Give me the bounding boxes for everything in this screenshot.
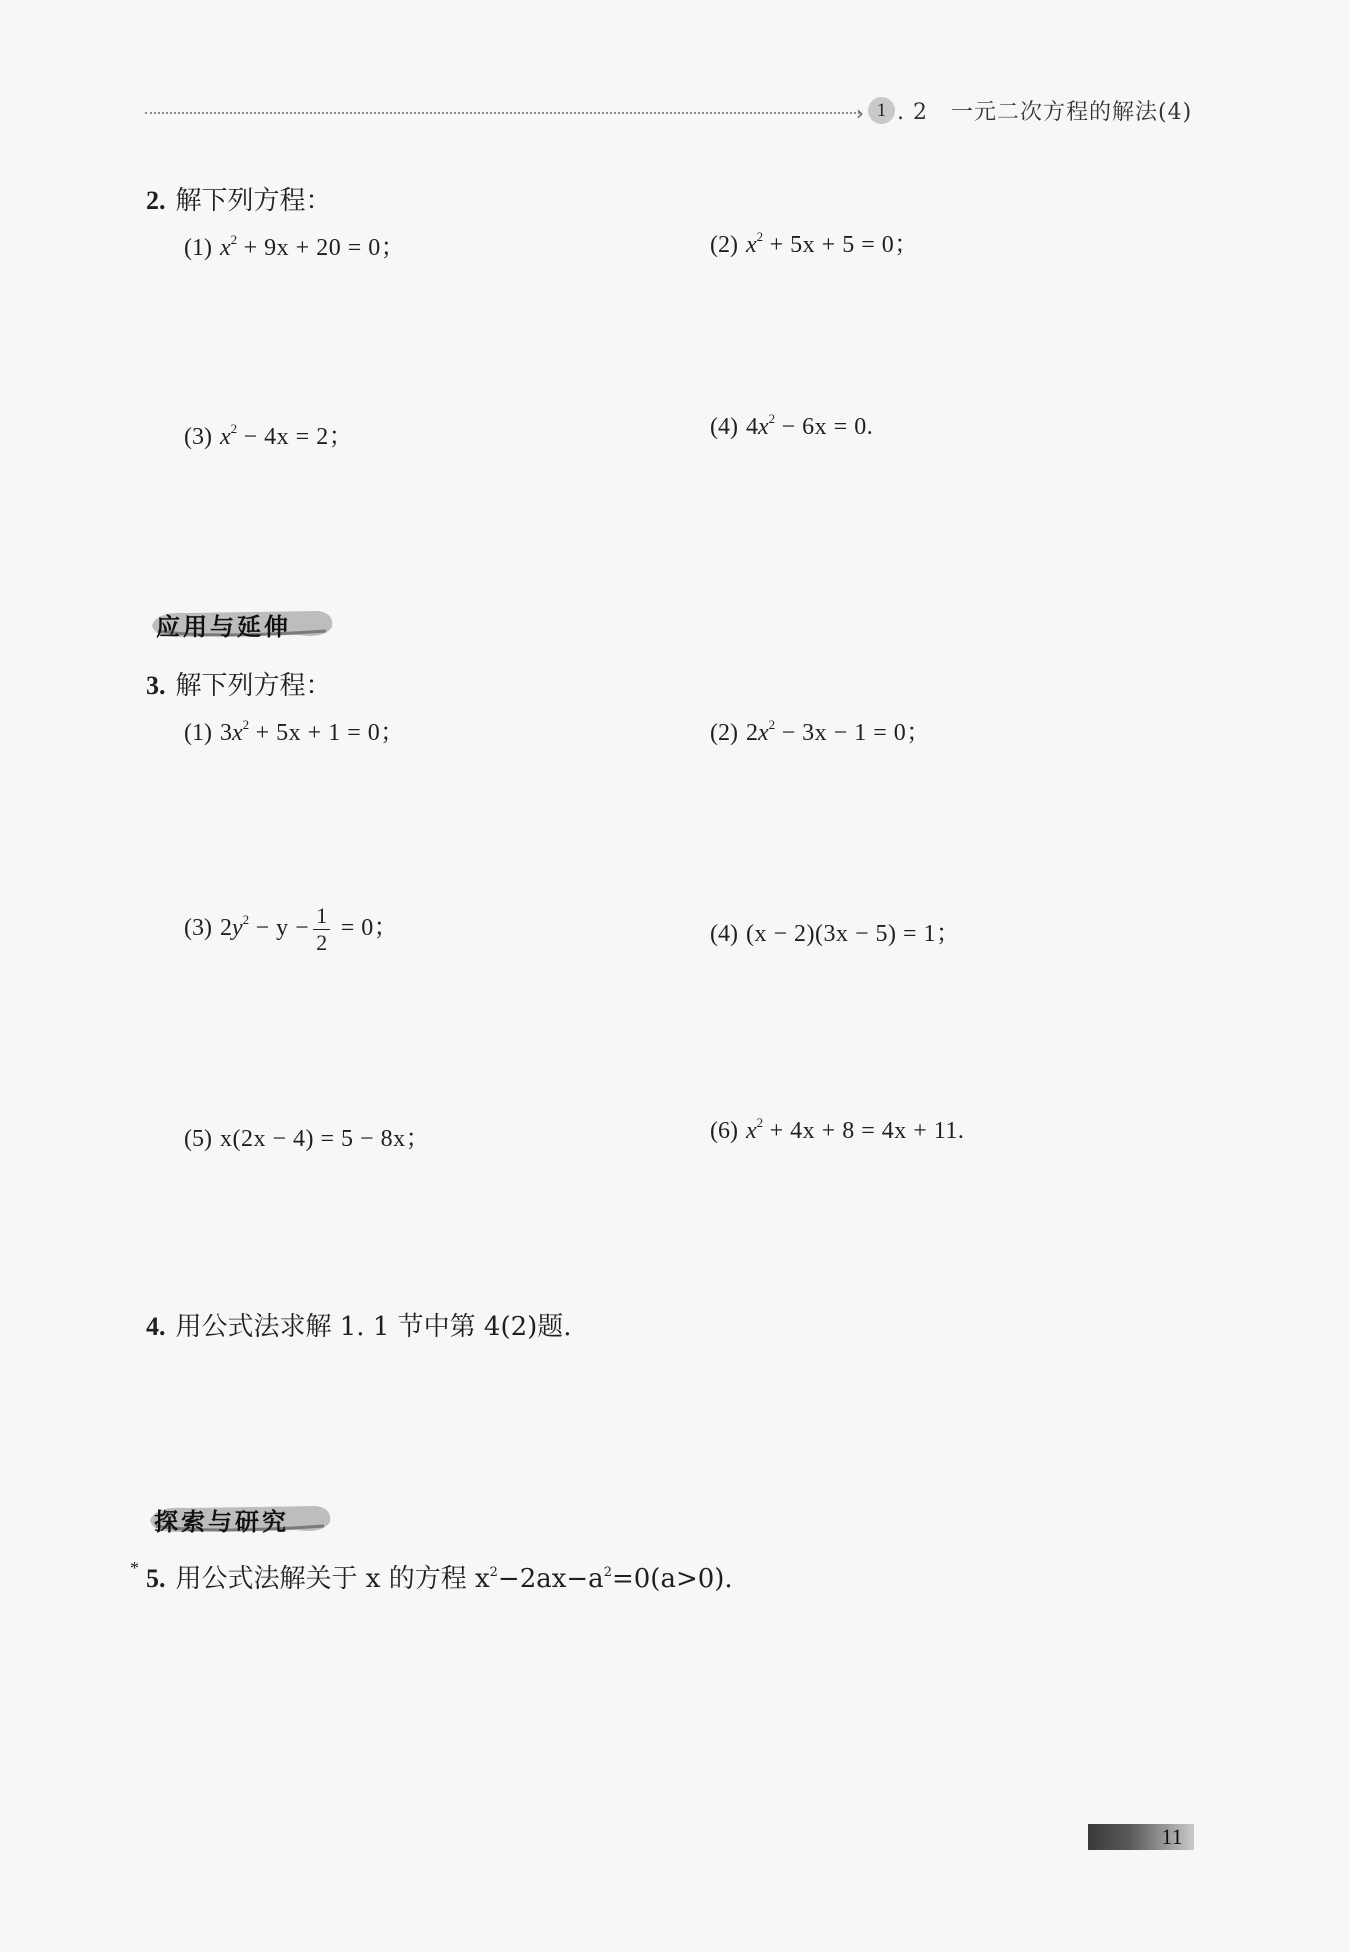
q3-item-5 bbox=[184, 1118, 430, 1153]
fraction bbox=[313, 903, 330, 956]
banner-title: 应用与延伸 bbox=[156, 613, 291, 641]
item-label: (4) bbox=[710, 921, 738, 947]
variable: x bbox=[745, 232, 757, 258]
item-label: (3) bbox=[184, 424, 212, 450]
question-2-stem bbox=[146, 180, 332, 217]
exponent: 2 bbox=[756, 1115, 764, 1130]
q2-item-1 bbox=[184, 227, 405, 262]
question-number: 5. bbox=[146, 1564, 166, 1593]
question-text-end: =0(a>0). bbox=[611, 1564, 733, 1594]
expression: − 6x = 0. bbox=[775, 414, 874, 440]
variable: x bbox=[757, 720, 769, 746]
expression: (x − 2)(3x − 5) = 1； bbox=[745, 921, 961, 947]
expression: − y − bbox=[249, 915, 310, 942]
q2-item-2 bbox=[710, 224, 919, 259]
chapter-badge: 1 bbox=[868, 97, 895, 124]
question-text: 用公式法求解 1. 1 节中第 4(2)题. bbox=[175, 1312, 572, 1342]
exponent: 2 bbox=[768, 411, 776, 426]
section-title: . 2 一元二次方程的解法(4) bbox=[897, 100, 1193, 125]
expression: + 9x + 20 = 0； bbox=[237, 235, 406, 261]
item-label: (2) bbox=[710, 720, 738, 746]
expression: − 3x − 1 = 0； bbox=[775, 720, 931, 746]
exponent: 2 bbox=[489, 1565, 498, 1580]
item-label: (4) bbox=[710, 414, 738, 440]
coef: 2 bbox=[219, 915, 232, 942]
expression: + 5x + 1 = 0； bbox=[249, 720, 405, 746]
q3-item-1 bbox=[184, 712, 405, 747]
section-banner-apply bbox=[148, 605, 333, 639]
variable: x bbox=[219, 424, 231, 450]
coef: 4 bbox=[745, 414, 758, 440]
section-banner-explore bbox=[146, 1500, 331, 1534]
question-text: 用公式法解关于 x 的方程 x bbox=[175, 1564, 490, 1594]
item-label: (3) bbox=[184, 915, 212, 942]
item-label: (6) bbox=[710, 1118, 738, 1144]
question-text: 解下列方程： bbox=[175, 186, 332, 216]
page-number: 11 bbox=[1161, 1824, 1183, 1849]
question-3-stem bbox=[146, 665, 332, 702]
optional-marker: * bbox=[130, 1558, 139, 1578]
q3-item-2 bbox=[710, 712, 931, 747]
exponent: 2 bbox=[756, 229, 764, 244]
q2-item-4 bbox=[710, 411, 874, 441]
item-label: (1) bbox=[184, 720, 212, 746]
header-dotted-rule bbox=[145, 112, 860, 114]
q3-item-6 bbox=[710, 1115, 965, 1145]
item-label: (1) bbox=[184, 235, 212, 261]
expression: − 4x = 2； bbox=[237, 424, 354, 450]
q3-item-4 bbox=[710, 913, 961, 948]
header-arrow-icon: › bbox=[856, 101, 864, 125]
expression: + 4x + 8 = 4x + 11. bbox=[763, 1118, 965, 1144]
q2-item-3 bbox=[184, 416, 353, 451]
exponent: 2 bbox=[230, 421, 238, 436]
fraction-denominator: 2 bbox=[316, 930, 328, 955]
variable: x bbox=[757, 414, 769, 440]
exponent: 2 bbox=[242, 912, 250, 928]
question-number: 3. bbox=[146, 671, 166, 700]
expression: x(2x − 4) = 5 − 8x； bbox=[219, 1126, 431, 1152]
variable: y bbox=[231, 915, 243, 942]
item-label: (2) bbox=[710, 232, 738, 258]
exponent: 2 bbox=[242, 717, 250, 732]
question-text: 解下列方程： bbox=[175, 671, 332, 701]
variable: x bbox=[219, 235, 231, 261]
q3-item-3 bbox=[184, 903, 398, 956]
variable: x bbox=[231, 720, 243, 746]
question-number: 4. bbox=[146, 1312, 166, 1341]
banner-title: 探索与研究 bbox=[154, 1508, 289, 1536]
coef: 2 bbox=[745, 720, 758, 746]
exponent: 2 bbox=[768, 717, 776, 732]
question-text-cont: −2ax−a bbox=[497, 1564, 604, 1594]
coef: 3 bbox=[219, 720, 232, 746]
variable: x bbox=[745, 1118, 757, 1144]
expression-tail: = 0； bbox=[334, 915, 399, 942]
question-4-stem bbox=[146, 1306, 572, 1343]
question-5-stem bbox=[146, 1558, 733, 1595]
expression: + 5x + 5 = 0； bbox=[763, 232, 919, 258]
exponent: 2 bbox=[230, 232, 238, 247]
item-label: (5) bbox=[184, 1126, 212, 1152]
question-number: 2. bbox=[146, 186, 166, 215]
fraction-numerator: 1 bbox=[313, 903, 330, 930]
exponent: 2 bbox=[603, 1565, 612, 1580]
